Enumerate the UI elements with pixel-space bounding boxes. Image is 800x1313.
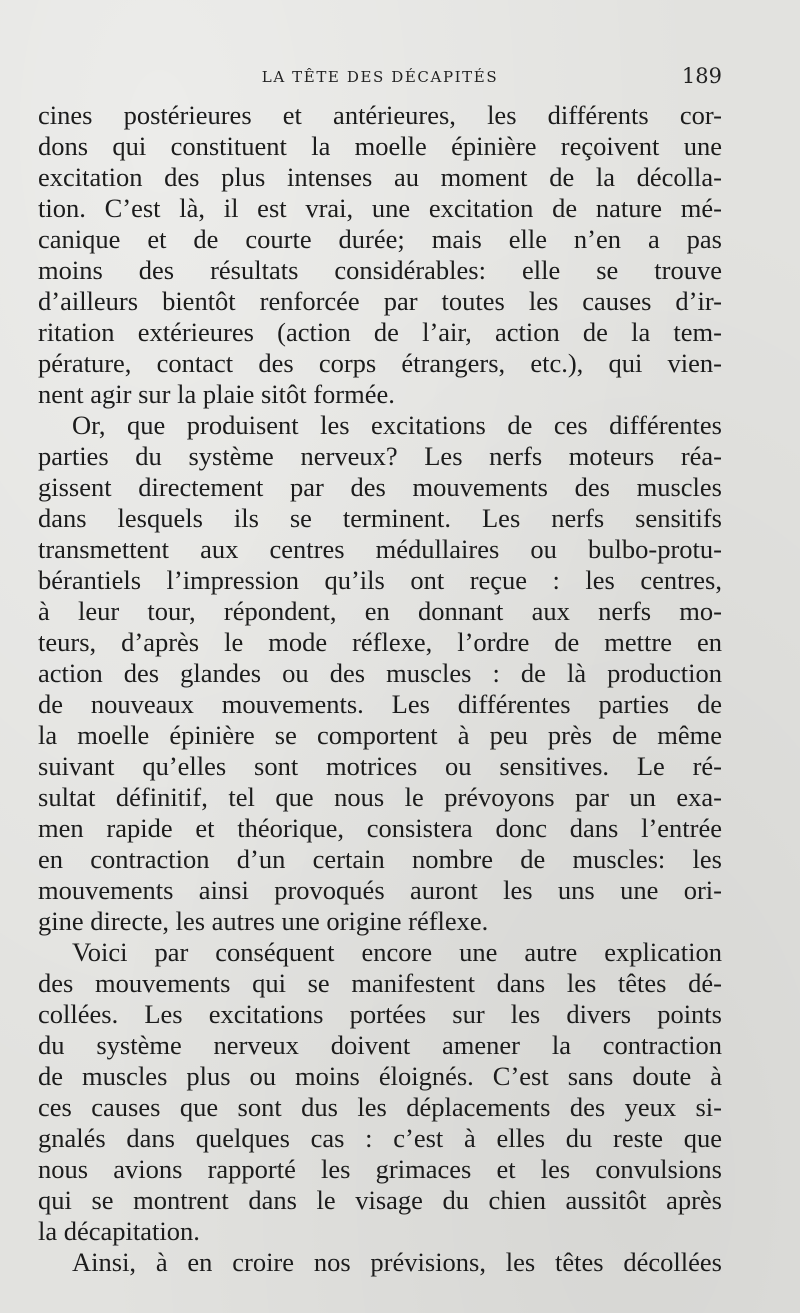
text-line: dons qui constituent la moelle épinière reçoivent une [38,131,722,161]
running-head [38,64,722,90]
text-line: à leur tour, répondent, en donnant aux nerfs mo- [38,596,722,626]
running-title: LA TÊTE DES DÉCAPITÉS [261,68,499,86]
text-line: ces causes que sont dus les déplacements des yeux si- [38,1092,722,1122]
text-line: gine directe, les autres une origine réflexe. [38,906,489,936]
body-text [38,100,722,1278]
text-line: excitation des plus intenses au moment de la décolla- [38,162,722,192]
text-line: la moelle épinière se comportent à peu près de même [38,720,722,750]
text-line: cines postérieures et antérieures, les différents cor- [38,100,722,130]
text-line: gnalés dans quelques cas : c’est à elles du reste que [38,1123,722,1153]
text-line: nous avions rapporté les grimaces et les convulsions [38,1154,722,1184]
text-line: moins des résultats considérables: elle se trouve [38,255,722,285]
text-line: teurs, d’après le mode réflexe, l’ordre de mettre en [38,627,722,657]
text-line: d’ailleurs bientôt renforcée par toutes les causes d’ir- [38,286,722,316]
text-line: ritation extérieures (action de l’air, action de la tem- [38,317,722,347]
text-line: collées. Les excitations portées sur les divers points [38,999,722,1029]
text-line: bérantiels l’impression qu’ils ont reçue : les centres, [38,565,722,595]
text-line: pérature, contact des corps étrangers, etc.), qui vien- [38,348,722,378]
text-line: du système nerveux doivent amener la contraction [38,1030,722,1060]
text-line: gissent directement par des mouvements des muscles [38,472,722,502]
page-number: 189 [681,64,722,88]
text-line: nent agir sur la plaie sitôt formée. [38,379,395,409]
text-line: action des glandes ou des muscles : de là production [38,658,722,688]
text-line: men rapide et théorique, consistera donc dans l’entrée [38,813,722,843]
text-line: parties du système nerveux? Les nerfs moteurs réa- [38,441,722,471]
text-line: de muscles plus ou moins éloignés. C’est sans doute à [38,1061,722,1091]
text-line: des mouvements qui se manifestent dans les têtes dé- [38,968,722,998]
text-line: Voici par conséquent encore une autre explication [72,937,722,967]
text-line: Or, que produisent les excitations de ces différentes [72,410,722,440]
text-line: qui se montrent dans le visage du chien aussitôt après [38,1185,722,1215]
text-line: Ainsi, à en croire nos prévisions, les têtes décollées [72,1247,722,1277]
text-line: dans lesquels ils se terminent. Les nerfs sensitifs [38,503,722,533]
text-line: de nouveaux mouvements. Les différentes parties de [38,689,722,719]
text-line: canique et de courte durée; mais elle n’en a pas [38,224,722,254]
text-line: sultat définitif, tel que nous le prévoyons par un exa- [38,782,722,812]
text-line: la décapitation. [38,1216,200,1246]
text-line: tion. C’est là, il est vrai, une excitation de nature mé- [38,193,722,223]
text-line: suivant qu’elles sont motrices ou sensitives. Le ré- [38,751,722,781]
text-line: transmettent aux centres médullaires ou bulbo-protu- [38,534,722,564]
text-line: mouvements ainsi provoqués auront les uns une ori- [38,875,722,905]
text-line: en contraction d’un certain nombre de muscles: les [38,844,722,874]
